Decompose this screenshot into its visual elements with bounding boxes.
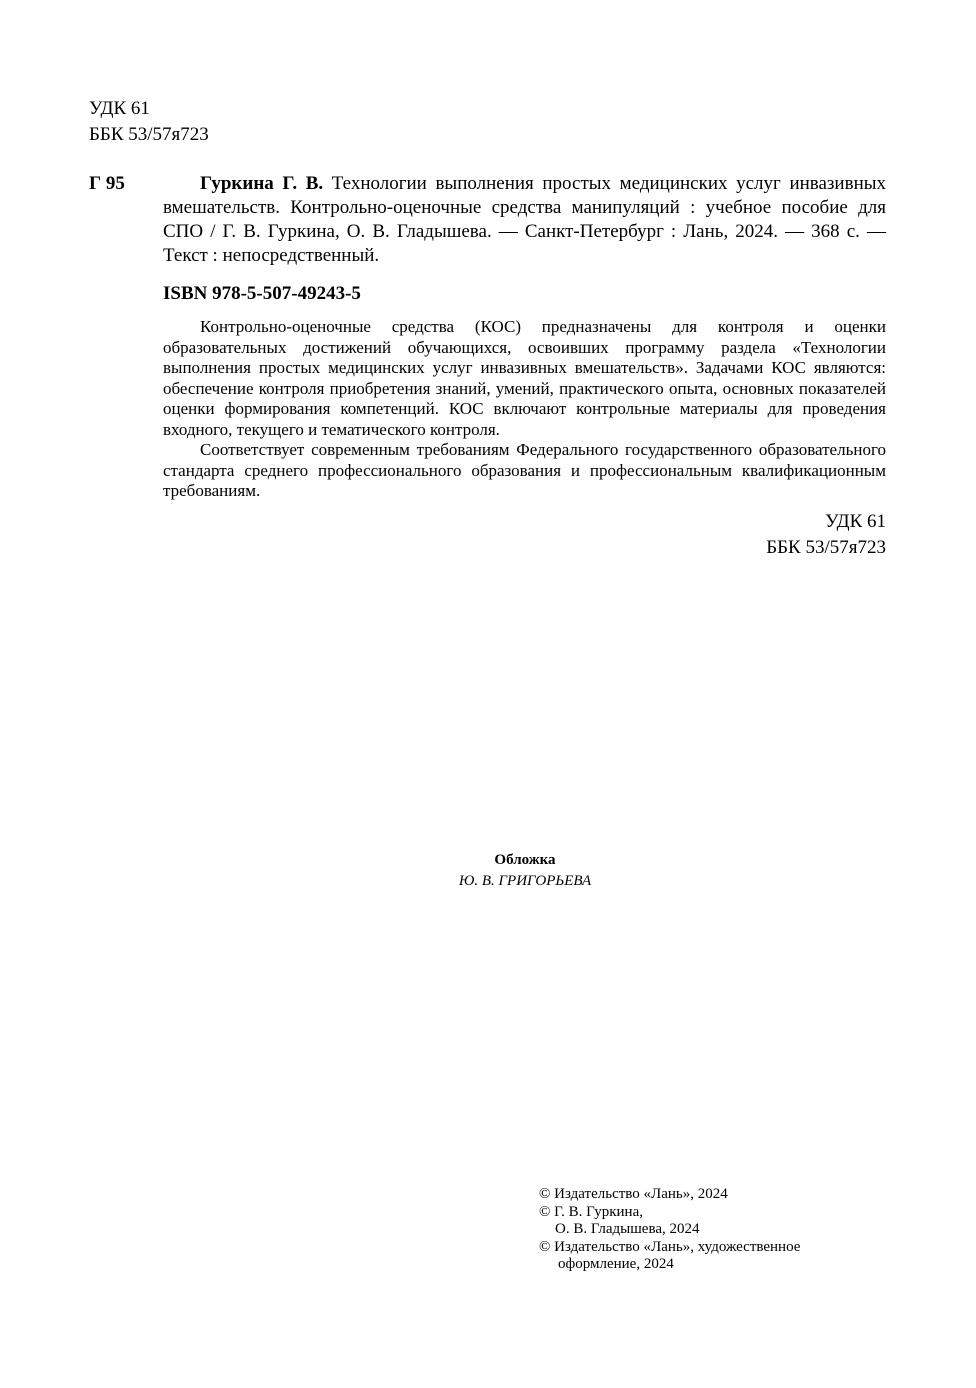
cover-designer: Ю. В. ГРИГОРЬЕВА — [458, 873, 592, 889]
cover-credit — [388, 850, 662, 892]
copyright-line: © Издательство «Лань», 2024 — [539, 1186, 728, 1202]
annotation-paragraph: Соответствует современным требованиям Федерального государственного образовательного стандарта среднего профессионального образования и профессиональным квалификационным требованиям. — [163, 440, 886, 500]
bbk-code: ББК 53/57я723 — [89, 124, 209, 145]
cover-label: Обложка — [494, 852, 556, 868]
udk-code: УДК 61 — [89, 98, 150, 119]
author-mark: Г 95 — [89, 173, 125, 194]
copyright-line: оформление, 2024 — [558, 1256, 674, 1272]
annotation — [163, 317, 886, 502]
copyright-line: © Г. В. Гуркина, — [539, 1203, 643, 1220]
isbn: ISBN 978-5-507-49243-5 — [163, 283, 361, 304]
author-name: Гуркина Г. В. — [200, 173, 324, 194]
udk-code: УДК 61 — [825, 511, 886, 532]
copyright-block — [539, 1186, 800, 1274]
bibliographic-description — [163, 172, 886, 268]
copyright-line: О. В. Гладышева, 2024 — [555, 1221, 700, 1237]
udk-bbk-header — [89, 96, 209, 148]
copyright-line: © Издательство «Лань», художественное — [539, 1238, 801, 1255]
book-description: Технологии выполнения простых медицинских услуг инвазивных вмешательств. Контрольно-оценочные средства манипуляций : учебное пособие для СПО / Г. В. Гуркина, О. В. Гладышева. — Санкт-Петербург : Лань, 2024. — 368 с. — Текст : непосредственный. — [163, 173, 887, 266]
bbk-code: ББК 53/57я723 — [766, 537, 886, 558]
udk-bbk-footer — [700, 509, 886, 561]
annotation-paragraph: Контрольно-оценочные средства (КОС) предназначены для контроля и оценки образовательных достижений обучающихся, освоивших программу раздела «Технологии выполнения простых медицинских услуг инвазивных вмешательств». Задачами КОС являются: обеспечение контроля приобретения знаний, умений, практического опыта, основных показателей оценки формирования компетенций. КОС включают контрольные материалы для проведения входного, текущего и тематического контроля. — [163, 317, 886, 439]
